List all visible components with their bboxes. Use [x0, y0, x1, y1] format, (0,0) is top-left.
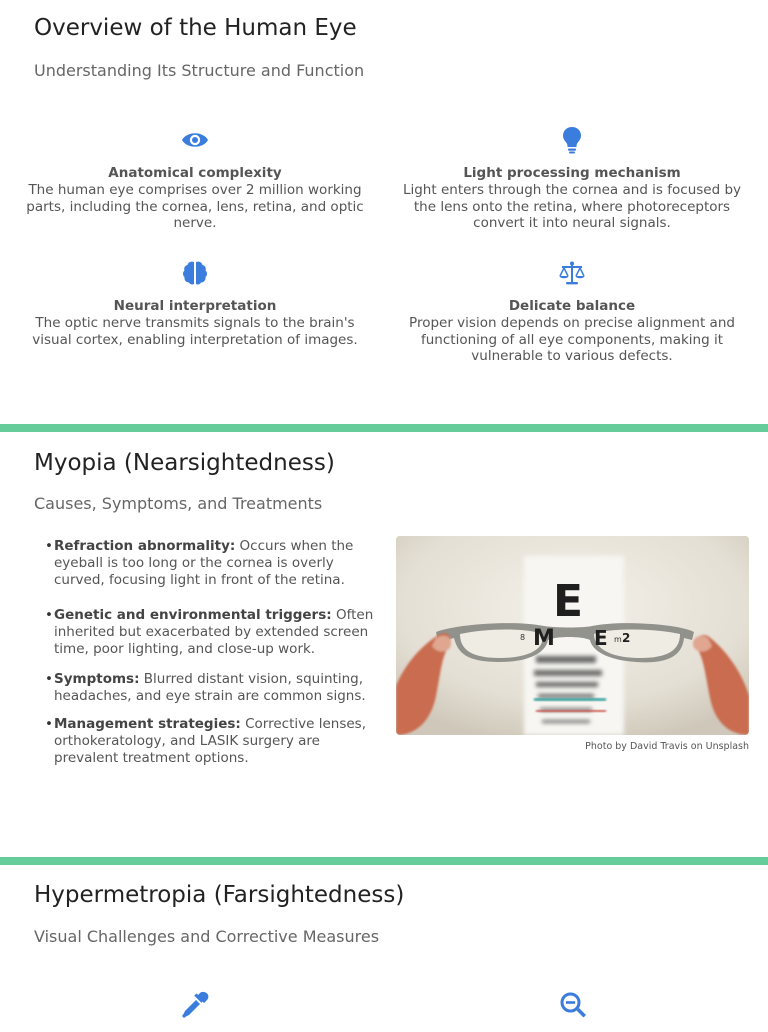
photo-caption: Photo by David Travis on Unsplash: [585, 741, 749, 752]
balance-scale-icon: [557, 258, 587, 288]
feature-anatomical-complexity: [19, 125, 371, 232]
feature-text: The human eye comprises over 2 million working parts, including the cornea, lens, retina, and optic nerve.: [26, 181, 364, 232]
feature-text: Light enters through the cornea and is focused by the lens onto the retina, where photoreceptors convert it into neural signals.: [402, 181, 742, 232]
section-divider: [0, 424, 768, 432]
chart-letter-big: E: [552, 576, 584, 627]
feature-heading: Neural interpretation: [113, 298, 277, 314]
overview-title: Overview of the Human Eye: [34, 15, 357, 41]
lightbulb-icon: [557, 125, 587, 155]
hypermetropia-title: Hypermetropia (Farsightedness): [34, 882, 405, 908]
feature-neural-interpretation: [19, 258, 371, 348]
myopia-bullet-list: [46, 538, 376, 767]
overview-section: [0, 0, 768, 424]
hypermetropia-section: [0, 865, 768, 1032]
bullet-text: Often inherited but exacerbated by extended screen time, poor lighting, and close-up work.: [54, 607, 374, 657]
feature-delicate-balance: [396, 258, 748, 365]
bullet-text: Blurred distant vision, squinting, headaches, and eye strain are common signs.: [54, 670, 366, 704]
bullet-label: Genetic and environmental triggers:: [54, 607, 332, 624]
bullet-text: Corrective lenses, orthokeratology, and LASIK surgery are prevalent treatment options.: [54, 716, 367, 766]
bullet-label: Symptoms:: [54, 670, 140, 687]
feature-light-processing: [396, 125, 748, 232]
overview-subtitle: Understanding Its Structure and Function: [34, 61, 365, 80]
feature-heading: Anatomical complexity: [108, 165, 282, 181]
myopia-subtitle: Causes, Symptoms, and Treatments: [34, 494, 323, 513]
myopia-section: [0, 432, 768, 857]
chart-letter-mid: E: [594, 626, 608, 650]
svg-text:M: M: [533, 626, 555, 651]
list-item: [46, 671, 376, 705]
section-divider: [0, 857, 768, 865]
bullet-label: Refraction abnormality:: [54, 538, 236, 554]
photo-illustration: [396, 536, 749, 735]
list-item: [46, 538, 376, 588]
feature-heading: Delicate balance: [508, 298, 636, 314]
bullet-text: Occurs when the eyeball is too long or the cornea is overly curved, focusing light in front of the retina.: [54, 538, 354, 588]
list-item: [46, 607, 376, 657]
eyedropper-icon: [181, 991, 209, 1019]
zoom-out-icon: [559, 991, 587, 1019]
feature-heading: Light processing mechanism: [463, 165, 681, 181]
list-item: [46, 716, 376, 766]
brain-icon: [180, 258, 210, 288]
hypermetropia-subtitle: Visual Challenges and Corrective Measures: [34, 927, 380, 946]
feature-text: The optic nerve transmits signals to the brain's visual cortex, enabling interpretation of images.: [32, 314, 358, 348]
chart-letter-right: 2: [622, 631, 631, 645]
bullet-label: Management strategies:: [54, 716, 241, 733]
chart-letter-small-left: 8: [520, 633, 526, 642]
myopia-title: Myopia (Nearsightedness): [34, 450, 335, 476]
svg-text:m: m: [614, 635, 622, 644]
eye-chart-glasses-photo: [396, 536, 749, 735]
eye-icon: [180, 125, 210, 155]
feature-text: Proper vision depends on precise alignment and functioning of all eye components, making it vulnerable to various defects.: [409, 314, 735, 365]
